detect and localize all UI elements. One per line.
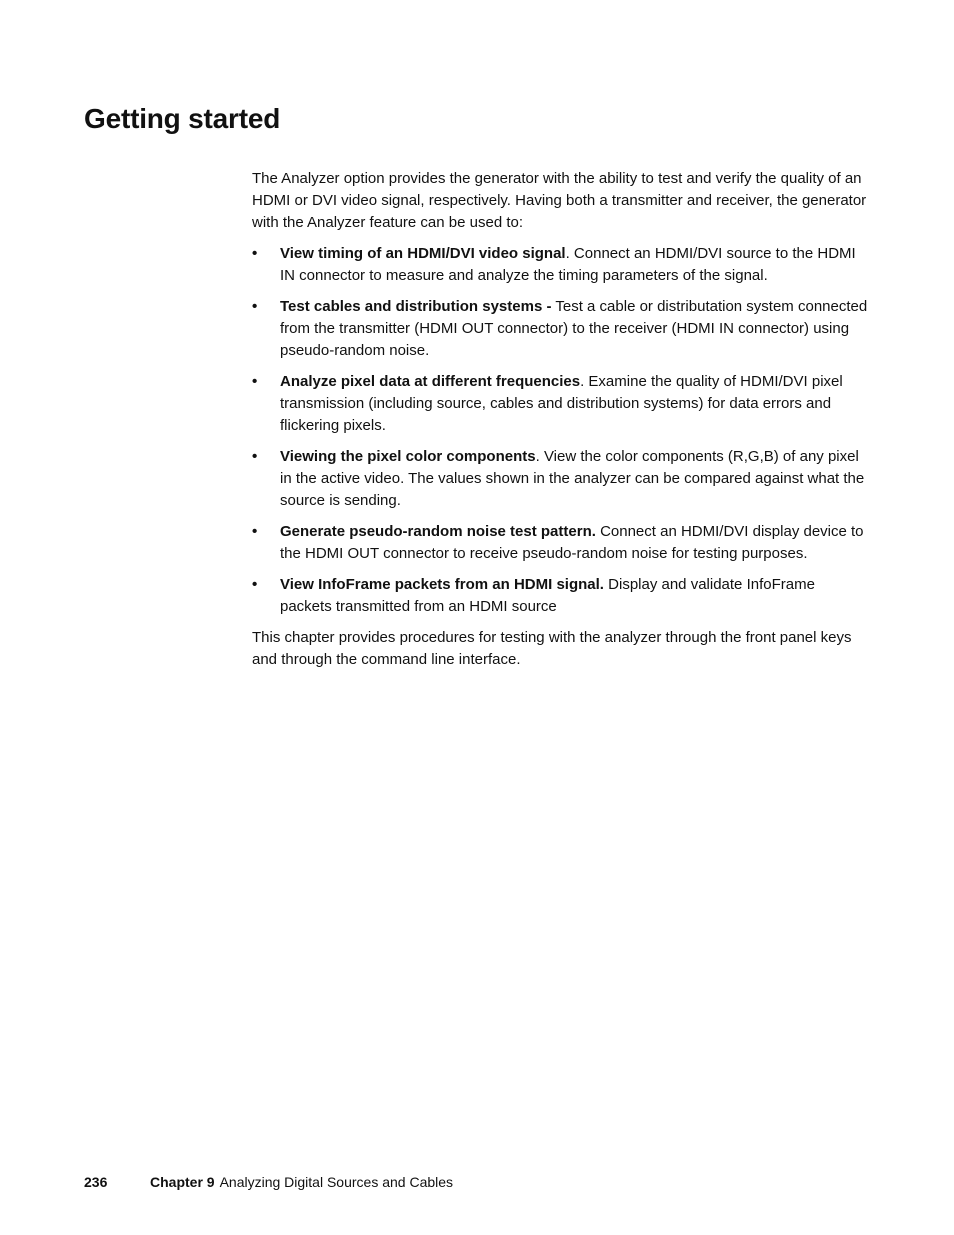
list-item	[252, 243, 870, 287]
list-item-lead: Viewing the pixel color components	[280, 448, 536, 465]
list-item-text: Test a cable or distributation system connected from the transmitter (HDMI OUT connector) to the receiver (HDMI IN connector) using pseudo-random noise.	[280, 298, 868, 359]
list-item	[252, 371, 870, 437]
list-item-lead: Generate pseudo-random noise test pattern.	[280, 523, 596, 540]
intro-paragraph: The Analyzer option provides the generator with the ability to test and verify the quality of an HDMI or DVI video signal, respectively. Having both a transmitter and receiver, the generator with the Analyzer feature can be used to:	[252, 170, 867, 231]
bullet-icon: •	[252, 298, 258, 315]
chapter-title: Analyzing Digital Sources and Cables	[219, 1174, 454, 1190]
closing-paragraph: This chapter provides procedures for testing with the analyzer through the front panel keys and through the command line interface.	[252, 629, 852, 668]
list-item-text: . Examine the quality of HDMI/DVI pixel transmission (including source, cables and distribution systems) for data errors and flickering pixels.	[280, 373, 843, 434]
list-item-text: Connect an HDMI/DVI display device to the HDMI OUT connector to receive pseudo-random noise for testing purposes.	[280, 523, 864, 562]
list-item-lead: Analyze pixel data at different frequencies	[280, 373, 581, 390]
list-item-text: . Connect an HDMI/DVI source to the HDMI IN connector to measure and analyze the timing parameters of the signal.	[280, 245, 856, 284]
list-item-text: . View the color components (R,G,B) of any pixel in the active video. The values shown in the analyzer can be compared against what the source is sending.	[280, 448, 865, 509]
bullet-icon: •	[252, 448, 258, 465]
bullet-icon: •	[252, 245, 258, 262]
page-footer	[84, 1172, 453, 1192]
bullet-icon: •	[252, 523, 258, 540]
list-item	[252, 574, 870, 618]
list-item-lead: Test cables and distribution systems -	[280, 298, 552, 315]
section-heading: Getting started	[84, 103, 281, 134]
body-column	[252, 168, 870, 680]
page-number: 236	[84, 1174, 108, 1190]
bullet-icon: •	[252, 576, 258, 593]
list-item-lead: View timing of an HDMI/DVI video signal	[280, 245, 566, 262]
chapter-label: Chapter 9	[150, 1174, 215, 1190]
list-item	[252, 296, 870, 362]
list-item	[252, 521, 870, 565]
list-item-text: Display and validate InfoFrame packets transmitted from an HDMI source	[280, 576, 815, 615]
feature-list	[252, 243, 870, 618]
list-item-lead: View InfoFrame packets from an HDMI signal.	[280, 576, 604, 593]
bullet-icon: •	[252, 373, 258, 390]
list-item	[252, 446, 870, 512]
